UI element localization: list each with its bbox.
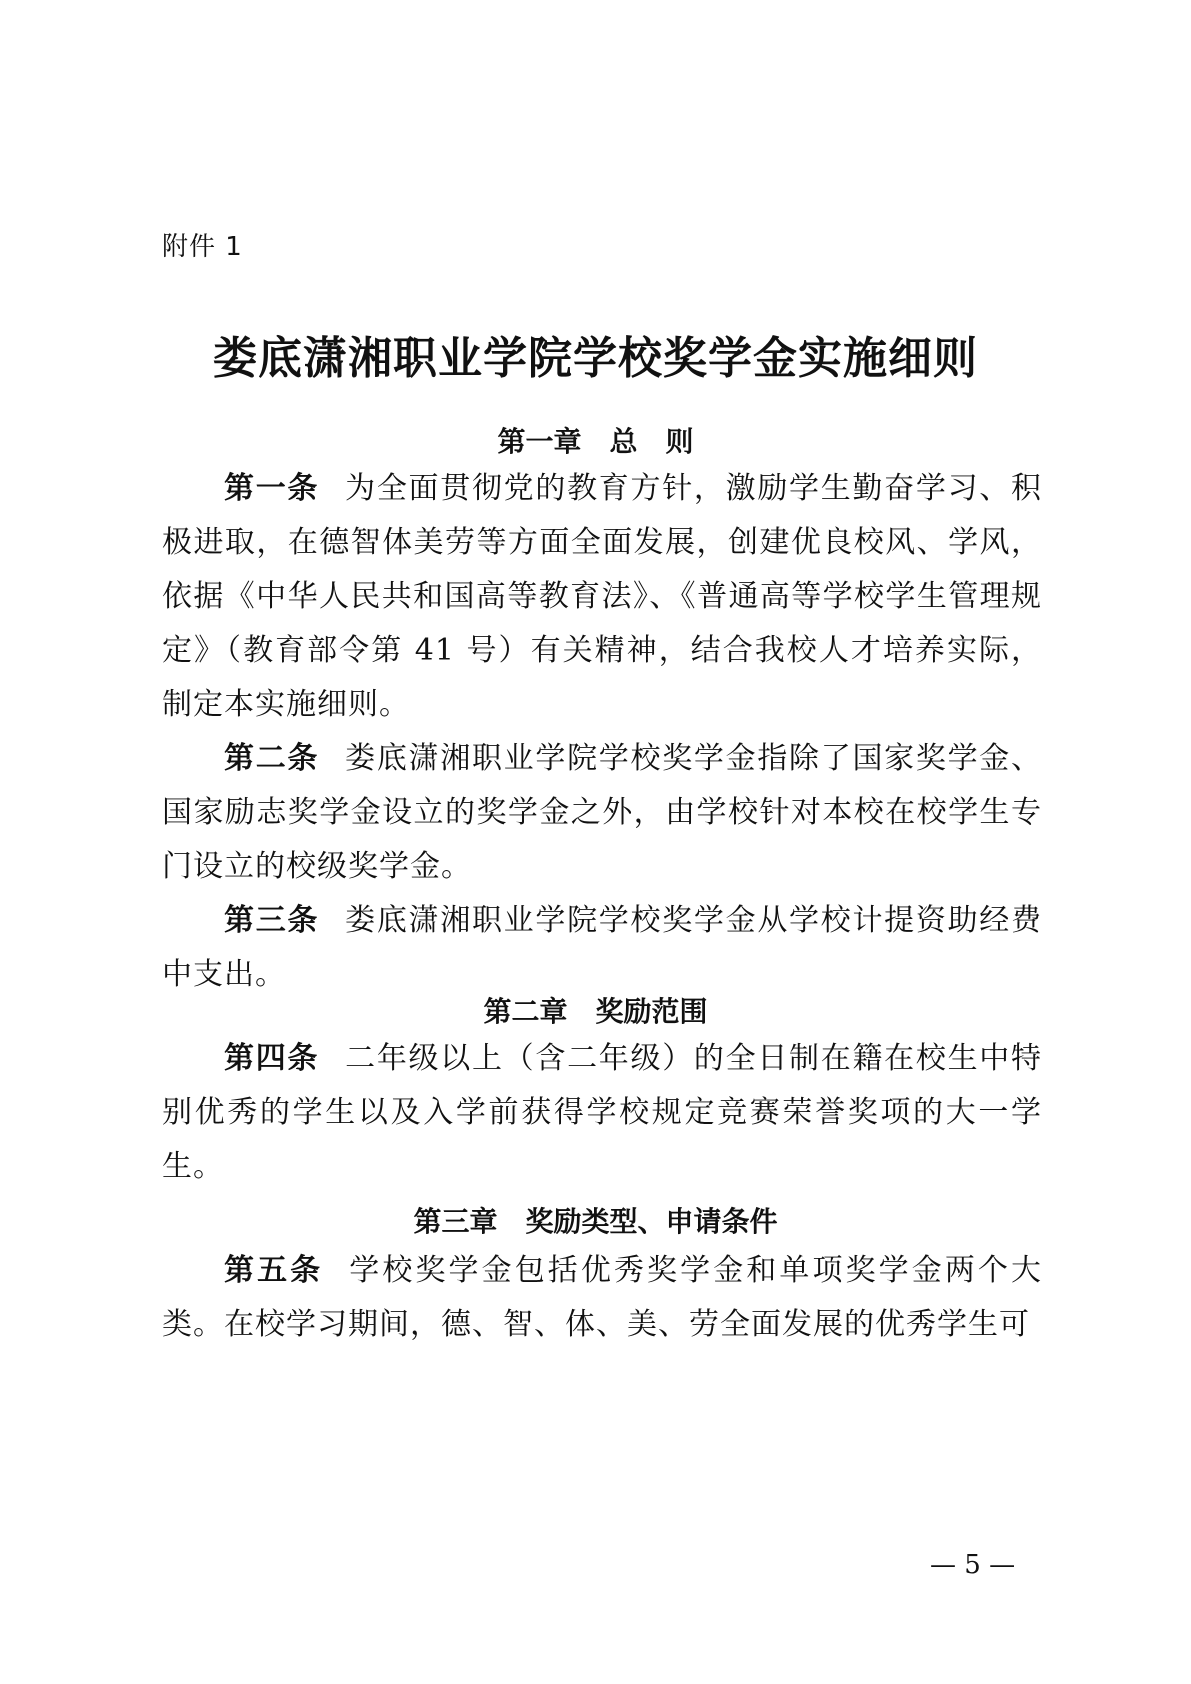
chapter-heading-1: 第一章 总 则 [497, 425, 694, 458]
article-text: 娄底潇湘职业学院学校奖学金从学校计提资助经费中支出。 [162, 903, 1042, 992]
article-text: 学校奖学金包括优秀奖学金和单项奖学金两个大类。在校学习期间，德、智、体、美、劳全面发展的优秀学生可 [162, 1253, 1043, 1342]
article-text: 为全面贯彻党的教育方针，激励学生勤奋学习、积极进取，在德智体美劳等方面全面发展，创建优良校风、学风，依据《中华人民共和国高等教育法》、《普通高等学校学生管理规定》（教育部令第 41 号）有关精神，结合我校人才培养实际，制定本实施细则。 [162, 471, 1042, 722]
article-text: 娄底潇湘职业学院学校奖学金指除了国家奖学金、国家励志奖学金设立的奖学金之外，由学校针对本校在校学生专门设立的校级奖学金。 [162, 741, 1042, 884]
article-number: 第三条 [224, 903, 320, 938]
article-4 [162, 1032, 1042, 1194]
article-number: 第一条 [224, 471, 320, 506]
chapter-heading-2: 第二章 奖励范围 [483, 995, 708, 1028]
page-number: — 5 — [930, 1550, 1016, 1580]
article-5 [162, 1244, 1042, 1352]
article-text: 二年级以上（含二年级）的全日制在籍在校生中特别优秀的学生以及入学前获得学校规定竞赛荣誉奖项的大一学生。 [162, 1041, 1042, 1184]
chapter-heading-3: 第三章 奖励类型、申请条件 [413, 1205, 778, 1238]
document-title: 娄底潇湘职业学院学校奖学金实施细则 [213, 333, 978, 384]
article-3 [162, 894, 1042, 1002]
attachment-label: 附件 1 [162, 232, 243, 262]
article-number: 第二条 [224, 741, 320, 776]
article-number: 第五条 [224, 1253, 324, 1288]
article-number: 第四条 [224, 1041, 320, 1076]
article-2 [162, 732, 1042, 894]
article-1 [162, 462, 1042, 732]
